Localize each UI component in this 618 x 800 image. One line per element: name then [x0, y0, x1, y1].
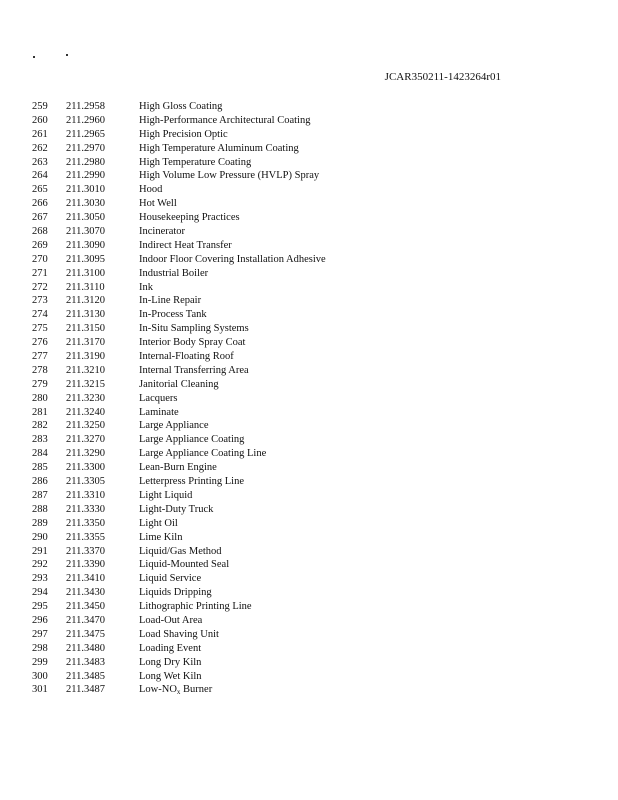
section-code: 211.3150 — [66, 323, 105, 335]
section-code: 211.2958 — [66, 101, 105, 112]
list-item — [0, 600, 618, 614]
section-code: 211.3095 — [66, 253, 105, 265]
defined-term — [139, 683, 212, 697]
defined-term: Large Appliance Coating Line — [139, 448, 267, 460]
entry-number: 260 — [32, 114, 48, 126]
list-item — [0, 100, 618, 114]
defined-term: Lacquers — [139, 392, 178, 404]
entry-number: 299 — [32, 656, 48, 668]
entry-number: 295 — [32, 601, 48, 613]
list-item — [0, 517, 618, 531]
entry-number: 275 — [32, 323, 48, 335]
list-item — [0, 183, 618, 197]
entry-number: 270 — [32, 253, 48, 265]
entry-number: 276 — [32, 337, 48, 349]
entry-number: 269 — [32, 239, 48, 251]
list-item — [0, 656, 618, 670]
list-item — [0, 169, 618, 183]
entry-number: 293 — [32, 573, 48, 585]
entry-number: 272 — [32, 281, 48, 293]
section-code: 211.2970 — [66, 142, 105, 154]
defined-term: Housekeeping Practices — [139, 212, 240, 224]
list-item — [0, 419, 618, 433]
entry-number: 278 — [32, 364, 48, 376]
entry-number: 298 — [32, 642, 48, 654]
defined-term: High-Performance Architectural Coating — [139, 114, 311, 126]
section-code: 211.2960 — [66, 114, 105, 126]
section-code: 211.3430 — [66, 587, 105, 599]
term-prefix: Low-NO — [139, 684, 177, 696]
defined-term: High Gloss Coating — [139, 101, 223, 112]
list-item — [0, 392, 618, 406]
defined-term: Hot Well — [139, 198, 177, 210]
entry-number: 286 — [32, 476, 48, 488]
entry-number: 285 — [32, 462, 48, 474]
list-item — [0, 670, 618, 684]
scan-speck — [66, 54, 68, 56]
list-item — [0, 531, 618, 545]
entry-number: 283 — [32, 434, 48, 446]
defined-term: Industrial Boiler — [139, 267, 209, 279]
defined-term: Loading Event — [139, 642, 202, 654]
list-item — [0, 406, 618, 420]
defined-term: High Temperature Coating — [139, 156, 252, 168]
section-code: 211.3480 — [66, 642, 105, 654]
defined-term: Interior Body Spray Coat — [139, 337, 246, 349]
list-item — [0, 308, 618, 322]
list-item — [0, 211, 618, 225]
defined-term: Letterpress Printing Line — [139, 476, 244, 488]
list-item — [0, 350, 618, 364]
section-code: 211.3270 — [66, 434, 105, 446]
defined-term: Lime Kiln — [139, 531, 183, 543]
section-code: 211.3470 — [66, 614, 105, 626]
list-item — [0, 628, 618, 642]
entry-number: 262 — [32, 142, 48, 154]
entry-number: 300 — [32, 670, 48, 682]
section-code: 211.3010 — [66, 184, 105, 196]
defined-term: Laminate — [139, 406, 179, 418]
entry-number: 282 — [32, 420, 48, 432]
defined-term: Liquid-Mounted Seal — [139, 559, 230, 571]
section-code: 211.3475 — [66, 628, 105, 640]
list-item — [0, 114, 618, 128]
list-item — [0, 572, 618, 586]
defined-term: Load Shaving Unit — [139, 628, 219, 640]
section-code: 211.3410 — [66, 573, 105, 585]
defined-term: High Volume Low Pressure (HVLP) Spray — [139, 170, 320, 182]
list-item — [0, 294, 618, 308]
entry-number: 291 — [32, 545, 48, 557]
defined-term: Large Appliance Coating — [139, 434, 245, 446]
list-item — [0, 489, 618, 503]
entry-number: 271 — [32, 267, 48, 279]
defined-term: Liquid Service — [139, 573, 202, 585]
entry-number: 265 — [32, 184, 48, 196]
list-item — [0, 156, 618, 170]
list-item — [0, 336, 618, 350]
section-code: 211.3250 — [66, 420, 105, 432]
list-item — [0, 503, 618, 517]
section-code: 211.3487 — [66, 684, 105, 696]
entry-number: 263 — [32, 156, 48, 168]
list-item — [0, 433, 618, 447]
defined-term: Light Oil — [139, 517, 178, 529]
list-item — [0, 558, 618, 572]
list-item — [0, 614, 618, 628]
entry-number: 284 — [32, 448, 48, 460]
defined-term: Hood — [139, 184, 163, 196]
section-code: 211.3090 — [66, 239, 105, 251]
section-code: 211.2990 — [66, 170, 105, 182]
section-code: 211.3485 — [66, 670, 105, 682]
section-code: 211.3355 — [66, 531, 105, 543]
entry-number: 264 — [32, 170, 48, 182]
list-item — [0, 225, 618, 239]
section-code: 211.3210 — [66, 364, 105, 376]
entry-number: 274 — [32, 309, 48, 321]
section-code: 211.3310 — [66, 489, 105, 501]
defined-term: Ink — [139, 281, 153, 293]
defined-term: In-Situ Sampling Systems — [139, 323, 249, 335]
defined-term: Light Liquid — [139, 489, 193, 501]
section-code: 211.3330 — [66, 503, 105, 515]
list-item — [0, 586, 618, 600]
defined-term: Lithographic Printing Line — [139, 601, 252, 613]
section-code: 211.3100 — [66, 267, 105, 279]
entry-number: 267 — [32, 212, 48, 224]
section-code: 211.2980 — [66, 156, 105, 168]
list-item — [0, 253, 618, 267]
entry-number: 277 — [32, 351, 48, 363]
list-item — [0, 642, 618, 656]
defined-term: Long Dry Kiln — [139, 656, 202, 668]
list-item — [0, 461, 618, 475]
entry-number: 273 — [32, 295, 48, 307]
defined-term: Indoor Floor Covering Installation Adhesive — [139, 253, 326, 265]
list-item — [0, 447, 618, 461]
entry-number: 281 — [32, 406, 48, 418]
section-code: 211.3110 — [66, 281, 105, 293]
defined-term: Incinerator — [139, 226, 186, 238]
list-item — [0, 267, 618, 281]
defined-term: Liquids Dripping — [139, 587, 212, 599]
entry-number: 297 — [32, 628, 48, 640]
defined-term: In-Line Repair — [139, 295, 202, 307]
document-id: JCAR350211-1423264r01 — [384, 71, 501, 83]
section-code: 211.3215 — [66, 378, 105, 390]
defined-term: Internal Transferring Area — [139, 364, 249, 376]
entry-number: 261 — [32, 128, 48, 140]
list-item — [0, 281, 618, 295]
list-item — [0, 239, 618, 253]
section-code: 211.3370 — [66, 545, 105, 557]
entry-number: 268 — [32, 226, 48, 238]
definitions-list — [0, 100, 618, 697]
section-code: 211.3030 — [66, 198, 105, 210]
entry-number: 301 — [32, 684, 48, 696]
defined-term: High Precision Optic — [139, 128, 228, 140]
section-code: 211.3350 — [66, 517, 105, 529]
defined-term: Lean-Burn Engine — [139, 462, 217, 474]
list-item — [0, 475, 618, 489]
section-code: 211.3483 — [66, 656, 105, 668]
defined-term: Large Appliance — [139, 420, 209, 432]
entry-number: 294 — [32, 587, 48, 599]
entry-number: 259 — [32, 101, 48, 112]
section-code: 211.3050 — [66, 212, 105, 224]
defined-term: Light-Duty Truck — [139, 503, 214, 515]
section-code: 211.2965 — [66, 128, 105, 140]
section-code: 211.3120 — [66, 295, 105, 307]
entry-number: 290 — [32, 531, 48, 543]
defined-term: Long Wet Kiln — [139, 670, 202, 682]
entry-number: 296 — [32, 614, 48, 626]
defined-term: Indirect Heat Transfer — [139, 239, 232, 251]
section-code: 211.3170 — [66, 337, 105, 349]
section-code: 211.3240 — [66, 406, 105, 418]
list-item — [0, 197, 618, 211]
section-code: 211.3390 — [66, 559, 105, 571]
defined-term: Janitorial Cleaning — [139, 378, 219, 390]
entry-number: 289 — [32, 517, 48, 529]
defined-term: In-Process Tank — [139, 309, 207, 321]
entry-number: 287 — [32, 489, 48, 501]
entry-number: 280 — [32, 392, 48, 404]
entry-number: 288 — [32, 503, 48, 515]
entry-number: 292 — [32, 559, 48, 571]
defined-term: Liquid/Gas Method — [139, 545, 222, 557]
list-item — [0, 322, 618, 336]
list-item — [0, 545, 618, 559]
section-code: 211.3230 — [66, 392, 105, 404]
entry-number: 266 — [32, 198, 48, 210]
entry-number: 279 — [32, 378, 48, 390]
term-suffix: Burner — [180, 684, 213, 696]
list-item — [0, 364, 618, 378]
term-subscript: x — [176, 688, 181, 697]
list-item — [0, 683, 618, 697]
scan-speck — [33, 56, 35, 58]
list-item — [0, 128, 618, 142]
list-item — [0, 142, 618, 156]
section-code: 211.3130 — [66, 309, 105, 321]
defined-term: Internal-Floating Roof — [139, 351, 234, 363]
list-item — [0, 378, 618, 392]
section-code: 211.3305 — [66, 476, 105, 488]
defined-term: Load-Out Area — [139, 614, 203, 626]
section-code: 211.3190 — [66, 351, 105, 363]
section-code: 211.3290 — [66, 448, 105, 460]
defined-term: High Temperature Aluminum Coating — [139, 142, 299, 154]
section-code: 211.3450 — [66, 601, 105, 613]
section-code: 211.3070 — [66, 226, 105, 238]
section-code: 211.3300 — [66, 462, 105, 474]
